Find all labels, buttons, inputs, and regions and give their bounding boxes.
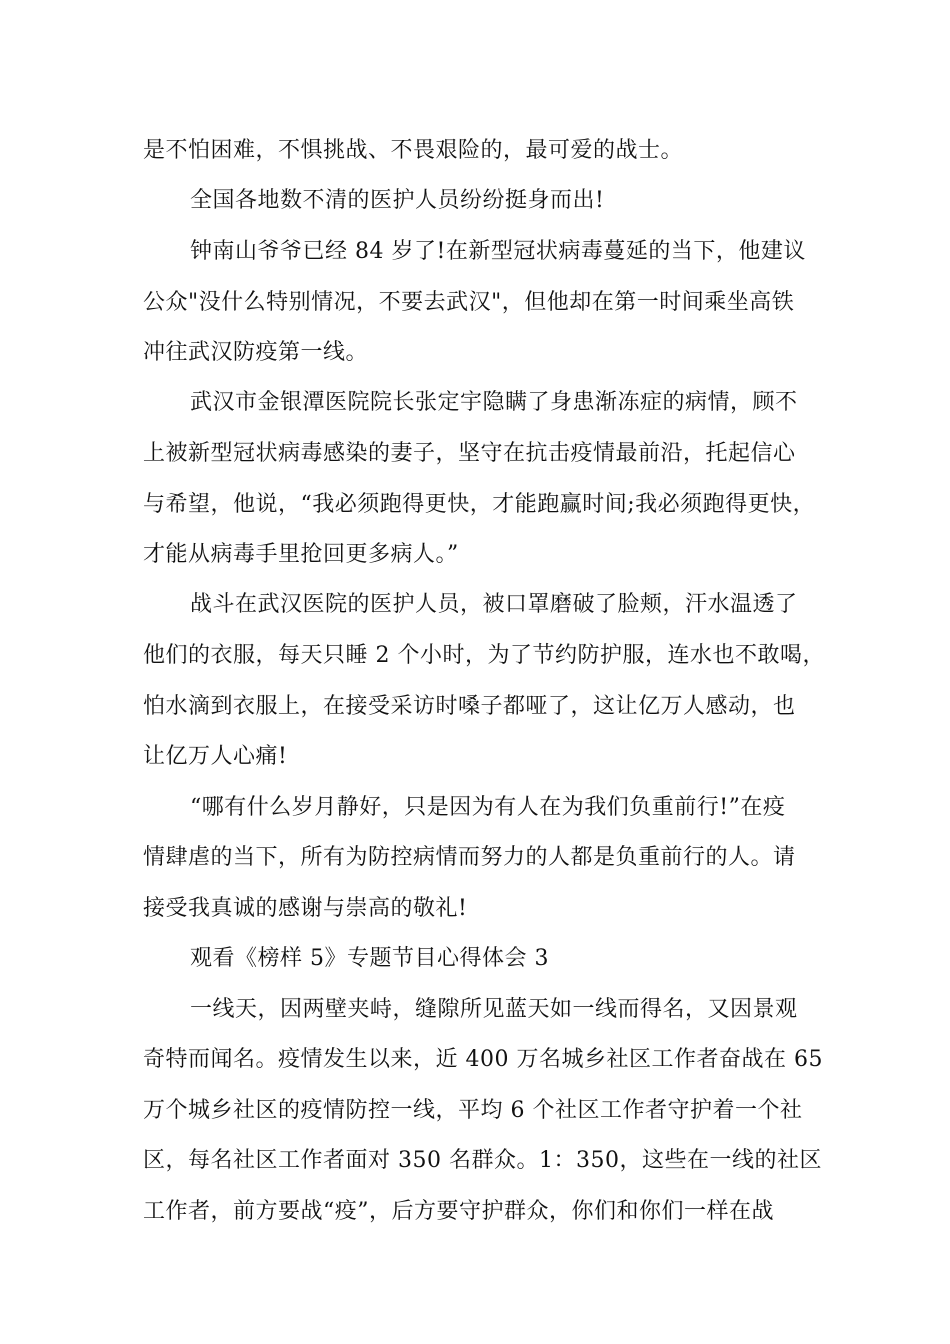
text-line: 情肆虐的当下，所有为防控病情而努力的人都是负重前行的人。请 [143,845,796,870]
section-heading: 观看《榜样 5》专题节目心得体会 3 [190,946,549,971]
text-line: 奇特而闻名。疫情发生以来，近 400 万名城乡社区工作者奋战在 65 [143,1047,823,1072]
text-line: 武汉市金银潭医院院长张定宇隐瞒了身患渐冻症的病情，顾不 [190,390,798,415]
text-line: 一线天，因两壁夹峙，缝隙所见蓝天如一线而得名，又因景观 [190,997,798,1022]
text-line: 上被新型冠状病毒感染的妻子，坚守在抗击疫情最前沿，托起信心 [143,441,796,466]
text-line: 区，每名社区工作者面对 350 名群众。1：350，这些在一线的社区 [143,1148,822,1173]
text-line: 怕水滴到衣服上，在接受采访时嗓子都哑了，这让亿万人感动，也 [143,694,796,719]
text-line: 让亿万人心痛! [143,744,288,769]
text-line: 才能从病毒手里抢回更多病人。” [143,542,459,567]
text-line: 战斗在武汉医院的医护人员，被口罩磨破了脸颊，汗水温透了 [190,592,798,617]
text-line: 全国各地数不清的医护人员纷纷挺身而出! [190,188,605,213]
text-line: 他们的衣服，每天只睡 2 个小时，为了节约防护服，连水也不敢喝， [143,643,825,668]
text-line: 接受我真诚的感谢与崇高的敬礼! [143,896,468,921]
text-line: 公众"没什么特别情况，不要去武汉"，但他却在第一时间乘坐高铁 [143,290,795,315]
text-line: 是不怕困难，不惧挑战、不畏艰险的，最可爱的战士。 [143,138,684,163]
text-line: 工作者，前方要战“疫”，后方要守护群众，你们和你们一样在战 [143,1199,774,1224]
text-line: 与希望，他说，“我必须跑得更快，才能跑赢时间;我必须跑得更快， [143,492,816,517]
text-line: 万个城乡社区的疫情防控一线，平均 6 个社区工作者守护着一个社 [143,1098,803,1123]
text-line: 钟南山爷爷已经 84 岁了!在新型冠状病毒蔓延的当下，他建议 [190,239,806,264]
text-line: 冲往武汉防疫第一线。 [143,340,369,365]
text-line: “哪有什么岁月静好，只是因为有人在为我们负重前行!”在疫 [190,795,786,820]
